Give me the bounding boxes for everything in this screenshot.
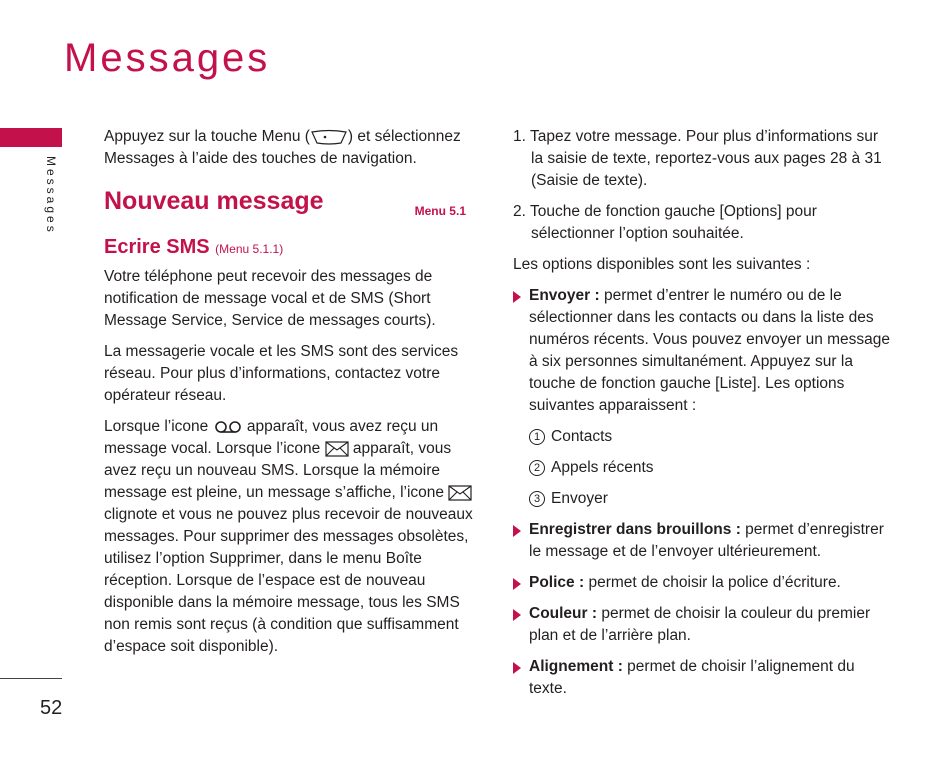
- send-subitem-1: 1 Contacts: [513, 426, 891, 448]
- section-title: Nouveau message: [104, 187, 324, 215]
- envelope-blink-icon: [448, 485, 472, 501]
- subsection-heading: [104, 236, 476, 260]
- side-tab-bar: [0, 128, 62, 147]
- send-subitem-2: 2 Appels récents: [513, 457, 891, 479]
- number-circle-icon: 1: [529, 429, 545, 445]
- subsection-title: Ecrire SMS: [104, 236, 210, 258]
- intro-paragraph: Appuyez sur la touche Menu ( ) et sélectionnez Messages à l’aide des touches de navigation.: [104, 128, 461, 167]
- menu-key-icon: [310, 129, 348, 145]
- footer-rule: [0, 678, 62, 679]
- right-column: [513, 126, 891, 709]
- bullet-arrow-icon: [513, 291, 521, 303]
- paragraph-3: Lorsque l’icone apparaît, vous avez reçu un message vocal. Lorsque l’icone apparaît, vous avez reçu un nouveau SMS. Lorsque la mémoire message est pleine, un message s’affiche, l’icone clignote et vous ne pouvez plus recevoir de nouveaux messages. Pour supprimer des messages obsolètes, utilisez l’option Supprimer, dans le menu Boîte réception. Lorsque de l’espace est de nouveau disponible dans la mémoire message, tous les SMS non remis sont reçus (à condition que suffisamment d’espace soit disponible).: [104, 418, 473, 655]
- voicemail-icon: [213, 420, 243, 434]
- side-section-label: Messages: [44, 156, 58, 235]
- send-subitem-3: 3 Envoyer: [513, 488, 891, 510]
- envelope-icon: [325, 441, 349, 457]
- left-column: [104, 126, 476, 667]
- step-2: 2. Touche de fonction gauche [Options] pour sélectionner l’option souhaitée.: [513, 203, 817, 242]
- number-circle-icon: 2: [529, 460, 545, 476]
- paragraph-2: La messagerie vocale et les SMS sont des services réseau. Pour plus d’informations, contactez votre opérateur réseau.: [104, 343, 459, 404]
- bullet-arrow-icon: [513, 609, 521, 621]
- bullet-arrow-icon: [513, 578, 521, 590]
- page-title: Messages: [64, 36, 271, 80]
- option-color: Couleur : permet de choisir la couleur du premier plan et de l’arrière plan.: [513, 603, 891, 647]
- step-1: 1. Tapez votre message. Pour plus d’informations sur la saisie de texte, reportez-vous aux pages 28 à 31 (Saisie de texte).: [513, 128, 882, 189]
- subsection-menu-ref: (Menu 5.1.1): [215, 242, 284, 256]
- bullet-arrow-icon: [513, 525, 521, 537]
- number-circle-icon: 3: [529, 491, 545, 507]
- page-number: 52: [40, 697, 63, 719]
- option-send: Envoyer : permet d’entrer le numéro ou de le sélectionner dans les contacts ou dans la liste des numéros récents. Vous pouvez envoyer un message à six personnes simultanément. Appuyez sur la touche de fonction gauche [Liste]. Les options suivantes apparaissent :: [513, 285, 891, 417]
- option-align: Alignement : permet de choisir l’alignement du texte.: [513, 656, 891, 700]
- bullet-arrow-icon: [513, 662, 521, 674]
- options-intro: Les options disponibles sont les suivantes :: [513, 256, 811, 273]
- paragraph-1: Votre téléphone peut recevoir des messages de notification de message vocal et de SMS (Short Message Service, Service de messages courts).: [104, 268, 436, 329]
- section-menu-ref: Menu 5.1: [414, 204, 466, 218]
- option-font: Police : permet de choisir la police d’écriture.: [513, 572, 891, 594]
- option-draft: Enregistrer dans brouillons : permet d’enregistrer le message et de l’envoyer ultérieurement.: [513, 519, 891, 563]
- section-heading: [104, 187, 476, 222]
